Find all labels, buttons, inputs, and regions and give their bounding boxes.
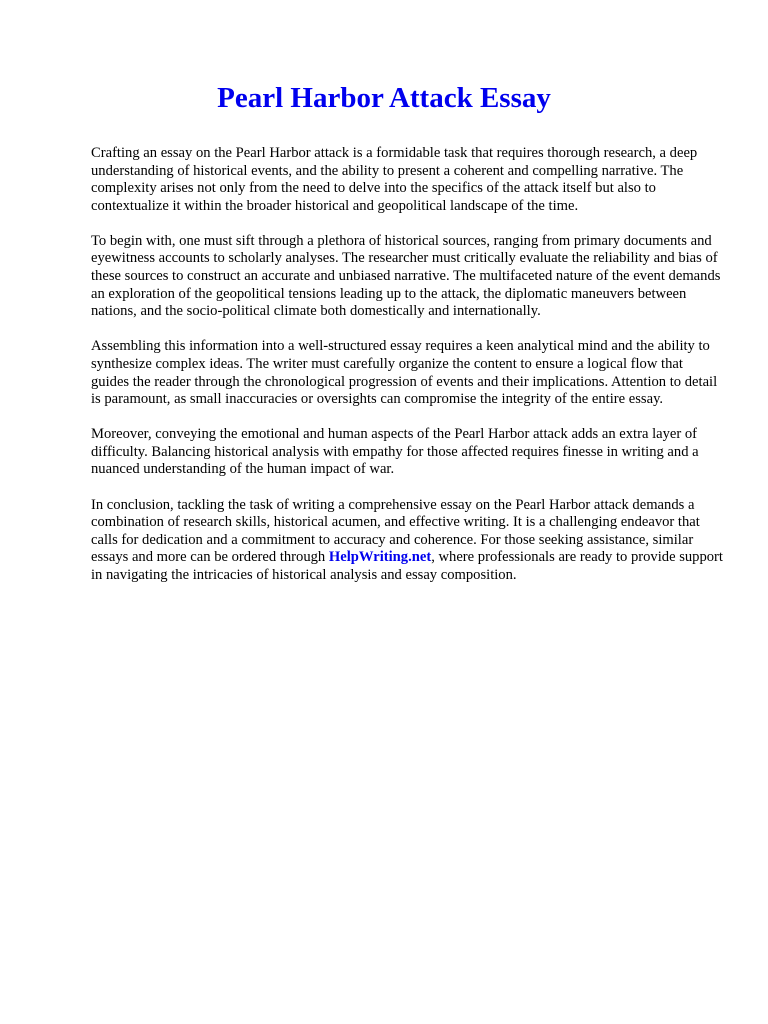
paragraph-3: Assembling this information into a well-structured essay requires a keen analytical mind and the ability to synthesize complex ideas. The writer must carefully organize the content to ensure a logical flow that guides the reader through the chronological progression of events and their implications. Attention to detail is paramount, as small inaccuracies or oversights can compromise the integrity of the entire essay.: [91, 338, 718, 408]
paragraph-2: To begin with, one must sift through a plethora of historical sources, ranging from primary documents and eyewitness accounts to scholarly analyses. The researcher must critically evaluate the reliability and bias of these sources to construct an accurate and unbiased narrative. The multifaceted nature of the event demands an exploration of the geopolitical tensions leading up to the attack, the diplomatic maneuvers between nations, and the socio-political climate both domestically and internationally.: [91, 232, 721, 320]
conclusion-text-after-link: , where professionals are ready to provide support in navigating the intricacies of historical analysis and essay composition.: [91, 549, 723, 583]
paragraph-1: Crafting an essay on the Pearl Harbor attack is a formidable task that requires thorough research, a deep understanding of historical events, and the ability to present a coherent and compelling narrative. The complexity arises not only from the need to delve into the specifics of the attack itself but also to contextualize it within the broader historical and geopolitical landscape of the time.: [91, 145, 698, 214]
page-title: Pearl Harbor Attack Essay: [217, 82, 551, 114]
essay-body: [91, 145, 723, 602]
paragraph-conclusion: [91, 497, 723, 585]
paragraph-4: Moreover, conveying the emotional and human aspects of the Pearl Harbor attack adds an extra layer of difficulty. Balancing historical analysis with empathy for those affected requires finesse in writing and a nuanced understanding of the human impact of war.: [91, 426, 699, 478]
helpwriting-link[interactable]: HelpWriting.net: [328, 549, 432, 566]
conclusion-text-before-link: In conclusion, tackling the task of writing a comprehensive essay on the Pearl Harbor attack demands a combination of research skills, historical acumen, and effective writing. It is a challenging endeavor that calls for dedication and a commitment to accuracy and coherence. For those seeking assistance, similar essays and more can be ordered through: [91, 496, 700, 566]
